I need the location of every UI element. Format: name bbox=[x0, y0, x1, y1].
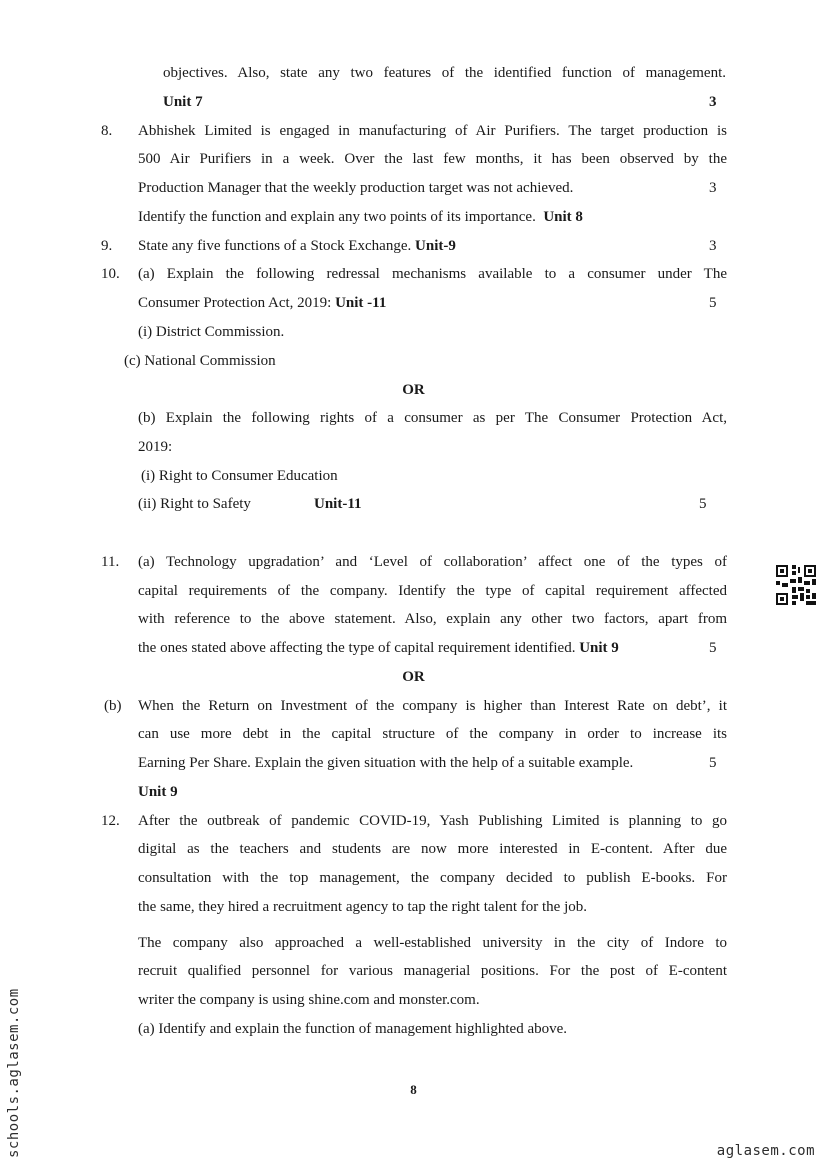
q7-marks: 3 bbox=[709, 94, 717, 110]
q8-unit: Unit 8 bbox=[543, 209, 583, 225]
q10-a-i: (i) District Commission. bbox=[138, 324, 285, 340]
q11-b-last: Earning Per Share. Explain the given situation with the help of a suitable example. bbox=[138, 755, 634, 771]
q12-a: (a) Identify and explain the function of management highlighted above. bbox=[138, 1021, 568, 1037]
q8-last-text: Identify the function and explain any two points of its importance. bbox=[138, 209, 536, 225]
q12-p1-last: the same, they hired a recruitment agency to tap the right talent for the job. bbox=[138, 899, 588, 915]
q11-or: OR bbox=[402, 669, 425, 685]
q11-a-line-3: with reference to the above statement. Also, explain any other two factors, apart from bbox=[138, 611, 727, 627]
q10-b-unit: Unit-11 bbox=[314, 496, 362, 512]
q10-b-line-2: 2019: bbox=[138, 439, 173, 455]
q12-number: 12. bbox=[101, 813, 120, 829]
q12-p2-last: writer the company is using shine.com and monster.com. bbox=[138, 992, 480, 1008]
q12-p1-line-2: digital as the teachers and students are now more interested in E-content. After due bbox=[138, 841, 727, 857]
q11-a-line-1: (a) Technology upgradation’ and ‘Level of collaboration’ affect one of the types of bbox=[138, 554, 727, 570]
q10-a-line-2 bbox=[138, 293, 386, 313]
q10-or: OR bbox=[402, 382, 425, 398]
q10-b-line-1: (b) Explain the following rights of a consumer as per The Consumer Protection Act, bbox=[138, 410, 727, 426]
q11-b-line-2: can use more debt in the capital structure of the company in order to increase its bbox=[138, 726, 727, 742]
q11-a-last bbox=[138, 638, 619, 658]
qr-code-icon bbox=[776, 565, 816, 605]
q11-a-line-2: capital requirements of the company. Identify the type of capital requirement affected bbox=[138, 583, 727, 599]
q11-b-marks: 5 bbox=[709, 755, 717, 771]
q10-a-c: (c) National Commission bbox=[124, 353, 276, 369]
q7-text-line: objectives. Also, state any two features of the identified function of management. bbox=[163, 65, 726, 81]
q9-number: 9. bbox=[101, 238, 113, 254]
q11-a-marks: 5 bbox=[709, 640, 717, 656]
q8-last-line bbox=[138, 207, 583, 227]
q8-line-2: 500 Air Purifiers in a week. Over the last few months, it has been observed by the bbox=[138, 151, 727, 167]
page-number: 8 bbox=[410, 1082, 417, 1097]
q9-text: State any five functions of a Stock Exchange. bbox=[138, 238, 412, 254]
q10-a-marks: 5 bbox=[709, 295, 717, 311]
q12-p2-line-2: recruit qualified personnel for various managerial positions. For the post of E-content bbox=[138, 963, 727, 979]
q12-p1-line-3: consultation with the top management, the company decided to publish E-books. For bbox=[138, 870, 727, 886]
q10-number: 10. bbox=[101, 266, 120, 282]
q11-b-line-1: When the Return on Investment of the company is higher than Interest Rate on debt’, it bbox=[138, 698, 727, 714]
q7-unit: Unit 7 bbox=[163, 94, 203, 110]
q9-line bbox=[138, 236, 456, 256]
q10-a-unit: Unit -11 bbox=[335, 295, 387, 311]
q12-p2-line-1: The company also approached a well-established university in the city of Indore to bbox=[138, 935, 727, 951]
q9-unit: Unit-9 bbox=[415, 238, 456, 254]
q8-line-3: Production Manager that the weekly production target was not achieved. bbox=[138, 180, 574, 196]
q9-marks: 3 bbox=[709, 238, 717, 254]
bottom-watermark: aglasem.com bbox=[716, 1143, 815, 1159]
q11-b-unit: Unit 9 bbox=[138, 784, 178, 800]
q8-number: 8. bbox=[101, 123, 113, 139]
q10-a-text: Consumer Protection Act, 2019: bbox=[138, 295, 332, 311]
q11-a-last-text: the ones stated above affecting the type of capital requirement identified. bbox=[138, 640, 576, 656]
q8-line-1: Abhishek Limited is engaged in manufacturing of Air Purifiers. The target production is bbox=[138, 123, 727, 139]
q11-a-unit: Unit 9 bbox=[579, 640, 619, 656]
q12-p1-line-1: After the outbreak of pandemic COVID-19, Yash Publishing Limited is planning to go bbox=[138, 813, 727, 829]
q11-b-label: (b) bbox=[104, 698, 122, 714]
q8-marks: 3 bbox=[709, 180, 717, 196]
q10-a-line-1: (a) Explain the following redressal mechanisms available to a consumer under The bbox=[138, 266, 727, 282]
q10-b-i: (i) Right to Consumer Education bbox=[141, 468, 338, 484]
q10-b-marks: 5 bbox=[699, 496, 707, 512]
q10-b-ii: (ii) Right to Safety bbox=[138, 496, 251, 512]
q11-number: 11. bbox=[101, 554, 120, 570]
side-watermark: schools.aglasem.com bbox=[6, 988, 22, 1158]
